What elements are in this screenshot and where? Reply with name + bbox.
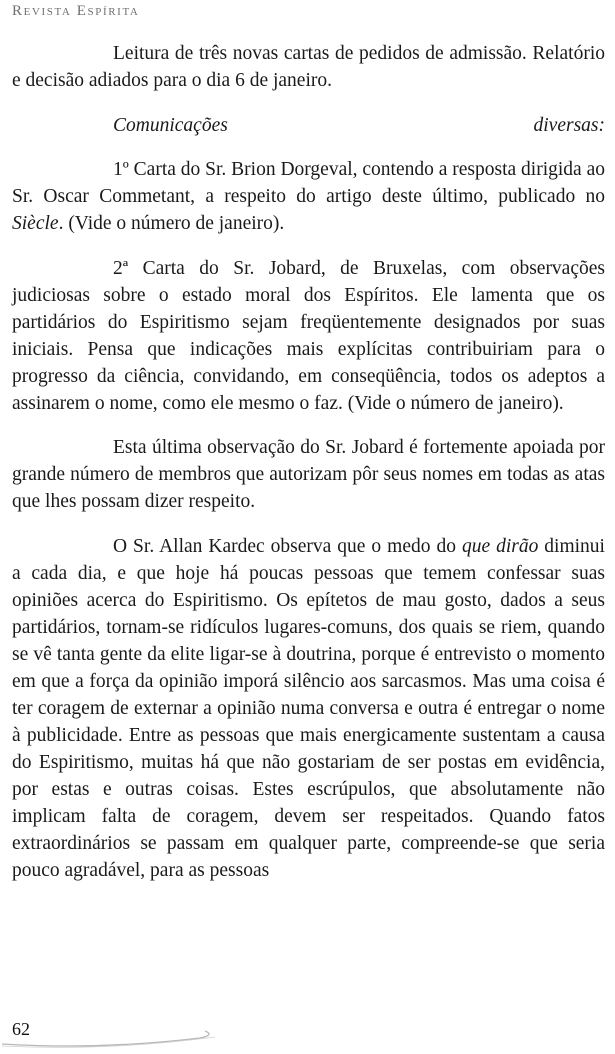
kardec-text-end: diminui a cada dia, e que hoje há poucas pessoas que temem confessar suas opiniões acerca do Espiritismo. Os epítetos de mau gosto, dados a seus partidários, tornam-se ridículos lugares-comuns, dos quais se riem, quando se vê tanta gente da elite ligar-se à doutrina, porque é entrevisto o momento em que a força da opinião imporá silêncio aos sarcasmos. Mas uma coisa é ter coragem de externar a opinião numa conversa e outra é entregar o nome à publicidade. Entre as pessoas que mais energicamente sustentam a causa do Espiritismo, muitas há que não gostariam de ser postas em evidência, por estas e outras coisas. Estes escrúpulos, que absolutamente não implicam falta de coragem, devem ser respeitados. Quando fatos extraordinários se passam em qualquer parte, compreende-se que seria pouco agradável, para as pessoas xyxy=(12,535,605,881)
paragraph-letter-1 xyxy=(12,156,605,237)
paragraph-letter-2: 2ª Carta do Sr. Jobard, de Bruxelas, com observações judiciosas sobre o estado moral dos Espíritos. Ele lamenta que os partidários do Espiritismo sejam freqüentemente designados por suas iniciais. Pensa que indicações mais explícitas contribuiriam para o progresso da ciência, convidando, em conseqüência, todos os adeptos a assinarem o nome, como ele mesmo o faz. (Vide o número de janeiro). xyxy=(12,257,605,414)
kardec-text: O Sr. Allan Kardec observa que o medo do xyxy=(113,535,462,557)
paragraph-kardec xyxy=(12,533,605,884)
communications-heading: Comunicações diversas: xyxy=(113,114,605,136)
paragraph-observation: Esta última observação do Sr. Jobard é fortemente apoiada por grande número de membros que autorizam pôr seus nomes em todas as atas que lhes possam dizer respeito. xyxy=(12,437,605,513)
body-text xyxy=(12,40,605,902)
paragraph-admission-letters: Leitura de três novas cartas de pedidos de admissão. Relatório e decisão adiados para o dia 6 de janeiro. xyxy=(12,43,605,91)
letter-1-text-end: . (Vide o número de janeiro). xyxy=(58,213,285,235)
running-head: Revista Espírita xyxy=(12,3,140,19)
letter-1-text: 1º Carta do Sr. Brion Dorgeval, contendo a resposta dirigida ao Sr. Oscar Commetant, a respeito do artigo deste último, publicado no xyxy=(12,159,605,208)
paragraph-communications-heading xyxy=(12,112,605,139)
page-number-swoosh xyxy=(0,1026,230,1048)
newspaper-title: Siècle xyxy=(12,213,59,235)
que-dirao-phrase: que dirão xyxy=(461,535,539,557)
page-number: 62 xyxy=(12,1019,30,1039)
